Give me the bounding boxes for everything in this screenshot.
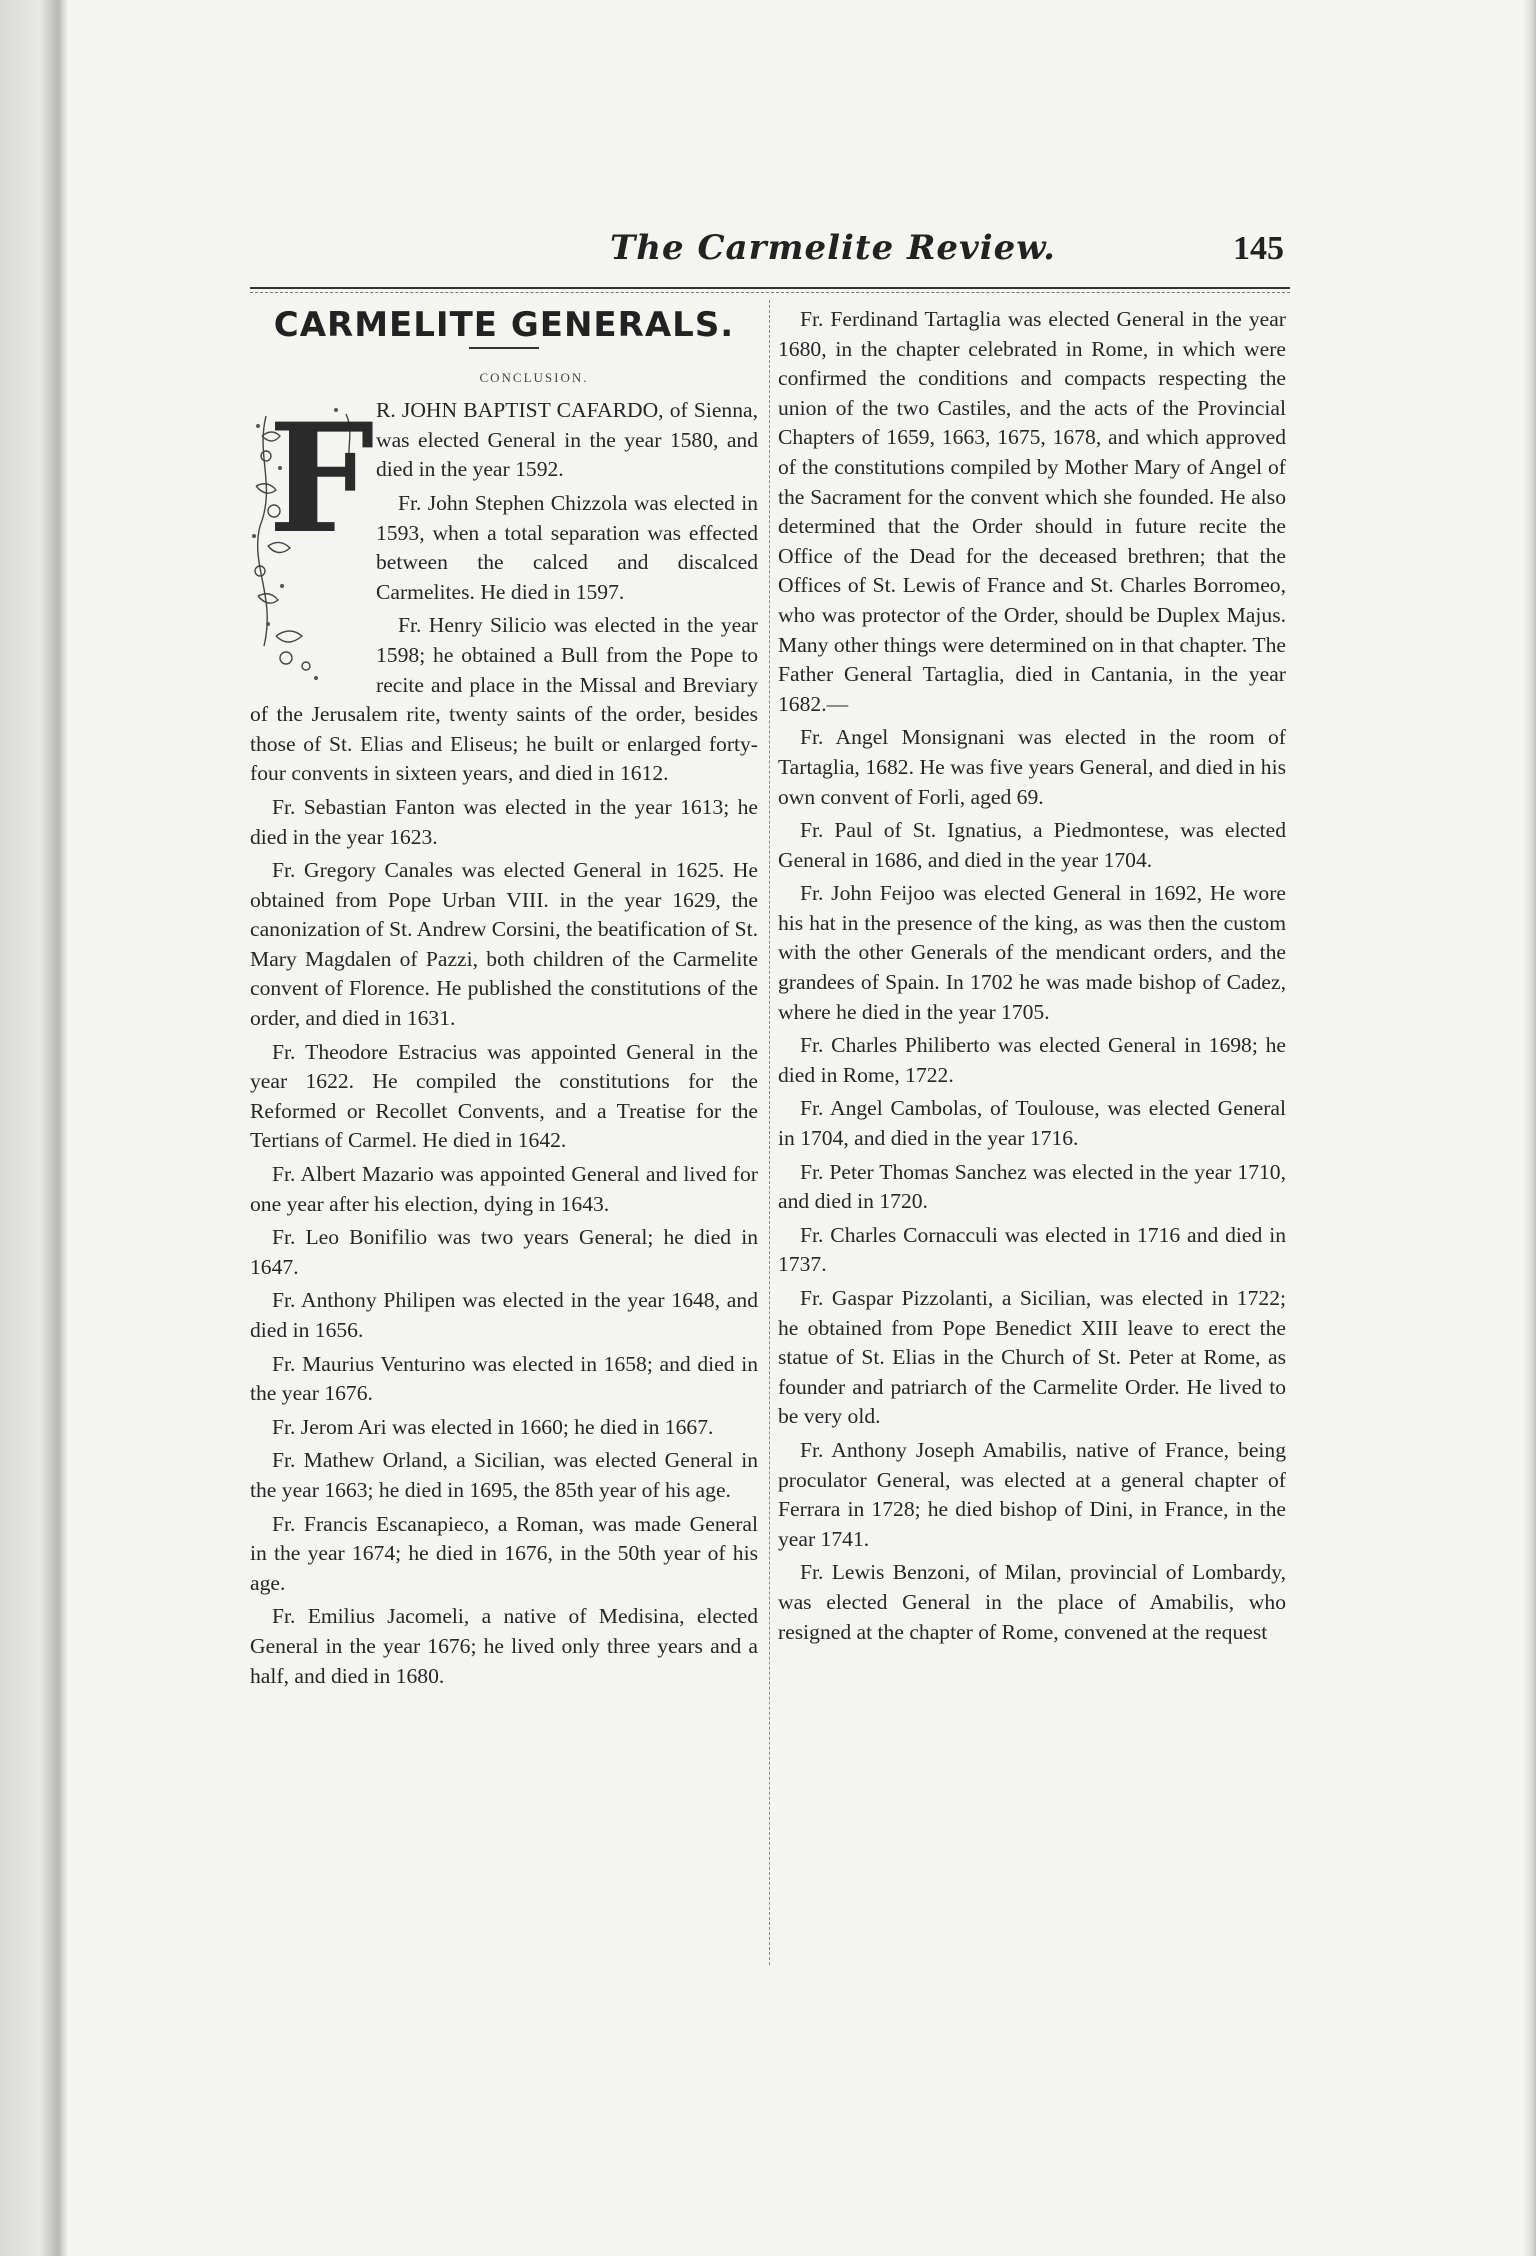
paragraph: Fr. Henry Silicio was elected in the year 1598; he obtained a Bull from the Pope to recite and place in the Missal and Breviary of the Jerusalem rite, twenty saints of the order, besides those of St. Elias and Eliseus; he built or enlarged forty-four convents in sixteen years, and died in 1612. — [250, 613, 758, 786]
paragraph: Fr. Ferdinand Tartaglia was elected General in the year 1680, in the chapter celebrated in Rome, in which were confirmed the conditions and compacts respecting the union of the two Castiles, and the acts of the Provincial Chapters of 1659, 1663, 1675, 1678, and which approved of the constitutions compiled by Mother Mary of Angel of the Sacrament for the convent which she founded. He also determined that the Order should in future recite the Office of the Dead for the deceased brethren; that the Offices of St. Lewis of France and St. Charles Borromeo, who was protector of the Order, should be Duplex Majus. Many other things were determined on in that chapter. The Father General Tartaglia, died in Cantania, in the year 1682.— — [778, 307, 1286, 716]
header-rule — [250, 287, 1290, 289]
paragraph: Fr. Leo Bonifilio was two years General; he died in 1647. — [250, 1225, 758, 1279]
header-rule-dashed — [250, 292, 1290, 293]
paragraph: Fr. John Stephen Chizzola was elected in 1593, when a total separation was effected between the calced and discalced Carmelites. He died in 1597. — [376, 490, 758, 604]
paragraph: R. JOHN BAPTIST CAFARDO, of Sienna, was elected General in the year 1580, and died in the year 1592. — [376, 398, 758, 482]
drop-cap-letter: F — [268, 391, 375, 568]
article-subhead: CONCLUSION. — [479, 369, 589, 385]
paragraph: Fr. Charles Philiberto was elected General in 1698; he died in Rome, 1722. — [778, 1033, 1286, 1087]
paragraph: Fr. Anthony Joseph Amabilis, native of France, being proculator General, was elected at a general chapter of Ferrara in 1728; he died bishop of Dini, in France, in the year 1741. — [778, 1437, 1286, 1551]
paragraph: Fr. Gregory Canales was elected General in 1625. He obtained from Pope Urban VIII. in the year 1629, the canonization of St. Andrew Corsini, the beatification of St. Mary Magdalen of Pazzi, both children of the Carmelite convent of Florence. He published the constitutions of the order, and died in 1631. — [250, 858, 758, 1031]
paragraph: Fr. Maurius Venturino was elected in 1658; and died in the year 1676. — [250, 1351, 758, 1406]
paragraph: Fr. Emilius Jacomeli, a native of Medisina, elected General in the year 1676; he lived only three years and a half, and died in 1680. — [250, 1604, 758, 1688]
page-header — [250, 228, 1290, 278]
paragraph: Fr. Jerom Ari was elected in 1660; he died in 1667. — [272, 1414, 714, 1439]
paragraph: Fr. Peter Thomas Sanchez was elected in the year 1710, and died in 1720. — [778, 1159, 1286, 1214]
paragraph: Fr. Lewis Benzoni, of Milan, provincial of Lombardy, was elected General in the place of Amabilis, who resigned at the chapter of Rome, convened at the request — [778, 1560, 1286, 1644]
binding-gutter — [0, 0, 68, 2256]
title-rule — [469, 347, 539, 349]
paragraph: Fr. Charles Cornacculi was elected in 1716 and died in 1737. — [778, 1222, 1286, 1277]
right-column — [778, 305, 1286, 1651]
paragraph: Fr. Gaspar Pizzolanti, a Sicilian, was elected in 1722; he obtained from Pope Benedict XIII leave to erect the statue of St. Elias in the Church of St. Peter at Rome, as founder and patriarch of the Carmelite Order. He lived to be very old. — [778, 1286, 1286, 1429]
right-paragraphs — [778, 305, 1286, 1647]
paragraph: Fr. Sebastian Fanton was elected in the year 1613; he died in the year 1623. — [250, 794, 758, 849]
ornamental-drop-cap — [246, 391, 375, 686]
page-edge — [1522, 0, 1536, 2256]
paragraph: Fr. Albert Mazario was appointed General and lived for one year after his election, dying in 1643. — [250, 1162, 758, 1216]
paragraph: Fr. Paul of St. Ignatius, a Piedmontese, was elected General in 1686, and died in the year 1704. — [778, 818, 1286, 872]
paragraph: Fr. Anthony Philipen was elected in the year 1648, and died in 1656. — [250, 1288, 758, 1342]
paragraph: Fr. Angel Cambolas, of Toulouse, was elected General in 1704, and died in the year 1716. — [778, 1096, 1286, 1151]
running-title: The Carmelite Review. — [610, 228, 1056, 268]
paragraph: Fr. John Feijoo was elected General in 1692, He wore his hat in the presence of the king, as was then the custom with the other Generals of the mendicant orders, and the grandees of Spain. In 1702 he was made bishop of Cadez, where he died in the year 1705. — [778, 881, 1286, 1024]
paragraph: Fr. Theodore Estracius was appointed General in the year 1622. He compiled the constitutions for the Reformed or Recollet Convents, and a Treatise for the Tertians of Carmel. He died in 1642. — [250, 1039, 758, 1153]
left-column — [250, 305, 758, 1695]
paragraph: Fr. Angel Monsignani was elected in the room of Tartaglia, 1682. He was five years General, and died in his own convent of Forli, aged 69. — [778, 725, 1286, 809]
paragraph: Fr. Francis Escanapieco, a Roman, was made General in the year 1674; he died in 1676, in the 50th year of his age. — [250, 1511, 758, 1595]
article-title: CARMELITE GENERALS. — [273, 305, 735, 345]
column-divider — [769, 300, 770, 1965]
paragraph: Fr. Mathew Orland, a Sicilian, was elected General in the year 1663; he died in 1695, the 85th year of his age. — [250, 1448, 758, 1502]
page-number: 145 — [1233, 230, 1284, 267]
